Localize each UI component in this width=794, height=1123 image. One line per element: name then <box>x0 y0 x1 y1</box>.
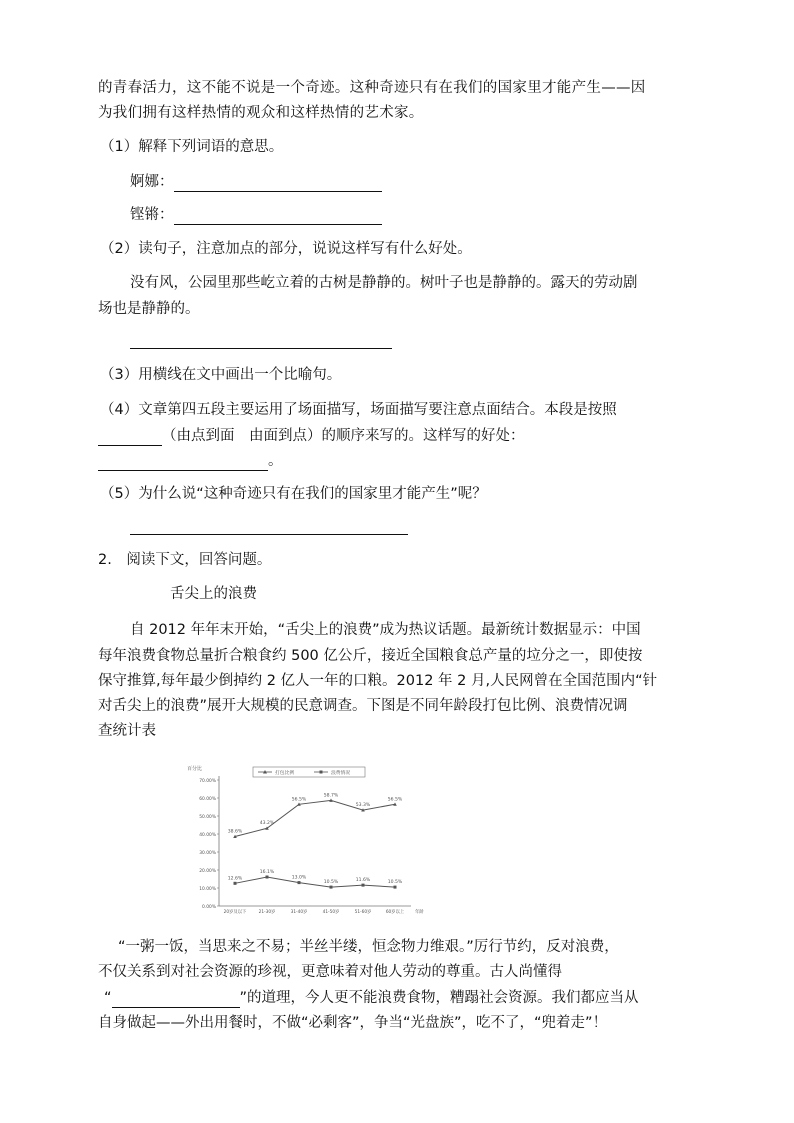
answer-blank-q4-benefit[interactable] <box>98 454 268 471</box>
y-tick-label: 50.00% <box>199 815 216 820</box>
article-p2-line-3 <box>104 988 639 1008</box>
open-quote: “ <box>104 990 112 1006</box>
word-2-label: 铿锵： <box>130 207 174 223</box>
x-tick-label: 31-40岁 <box>290 910 308 915</box>
data-label: 53.3% <box>355 803 371 809</box>
x-axis-label: 年龄 <box>415 910 424 915</box>
article-p2-line-2: 不仅关系到对社会资源的珍视，更意味着对他人劳动的尊重。古人尚懂得 <box>98 964 562 980</box>
article-p1-line-4: 对舌尖上的浪费”展开大规模的民意调查。下图是不同年龄段打包比例、浪费情况调 <box>98 698 628 714</box>
x-tick-label: 60岁以上 <box>385 910 405 915</box>
y-tick-label: 30.00% <box>199 851 216 856</box>
answer-blank-1[interactable] <box>174 175 382 192</box>
data-label: 10.5% <box>387 880 403 886</box>
passage-line-1: 的青春活力，这不能不说是一个奇迹。这种奇迹只有在我们的国家里才能产生——因 <box>98 80 646 96</box>
data-label: 38.6% <box>227 829 243 835</box>
article-p1-line-1: 自 2012 年年末开始，“舌尖上的浪费”成为热议话题。最新统计数据显示：中国 <box>130 622 641 638</box>
word-2-row <box>130 205 382 225</box>
x-tick-label: 20岁及以下 <box>223 910 247 915</box>
article-p1-line-2: 每年浪费食物总量折合粮食约 500 亿公斤，接近全国粮食总产量的垃分之一，即使按 <box>98 648 643 664</box>
legend-marker-square <box>320 771 323 774</box>
article-p2-line-3-text: ”的道理，今人更不能浪费食物，糟蹋社会资源。我们都应当从 <box>239 990 639 1006</box>
y-tick-label: 70.00% <box>199 779 216 784</box>
data-point <box>394 886 397 889</box>
legend-label: 打包比例 <box>275 770 295 776</box>
question-4-line-2 <box>98 426 525 446</box>
data-point <box>362 884 365 887</box>
article-p1-line-5: 查统计表 <box>98 723 156 739</box>
legend-label: 浪费情况 <box>331 770 351 776</box>
section-2-heading: 2. 阅读下文，回答问题。 <box>98 552 272 568</box>
x-tick-label: 41-50岁 <box>322 910 340 915</box>
word-1-row <box>130 172 382 192</box>
article-p2-line-4: 自身做起——外出用餐时，不做“必剩客”，争当“光盘族”，吃不了，“兜着走”！ <box>98 1015 608 1031</box>
x-tick-label: 51-60岁 <box>354 910 372 915</box>
data-point <box>234 882 237 885</box>
q4-period: 。 <box>268 453 283 469</box>
answer-blank-2[interactable] <box>174 208 382 225</box>
data-label: 58.7% <box>323 793 339 799</box>
data-point <box>330 886 333 889</box>
y-axis-label: 百分比 <box>187 766 203 772</box>
data-point <box>298 881 301 884</box>
y-tick-label: 60.00% <box>199 797 216 802</box>
data-label: 16.1% <box>259 870 275 876</box>
data-label: 10.5% <box>323 880 339 886</box>
question-5: （5）为什么说“这种奇迹只有在我们的国家里才能产生”呢？ <box>100 486 487 502</box>
q2-sentence-2: 场也是静静的。 <box>98 301 200 317</box>
survey-line-chart <box>185 760 425 918</box>
question-4-line-1: （4）文章第四五段主要运用了场面描写，场面描写要注意点面结合。本段是按照 <box>100 402 617 418</box>
answer-blank-proverb[interactable] <box>112 991 240 1008</box>
data-label: 11.6% <box>355 878 371 884</box>
word-1-label: 婀娜： <box>130 174 174 190</box>
answer-blank-q2[interactable] <box>130 332 392 349</box>
data-label: 56.5% <box>291 797 307 803</box>
chart-svg <box>185 760 425 918</box>
data-label: 13.0% <box>291 875 307 881</box>
data-label: 12.6% <box>227 876 243 882</box>
data-point <box>266 876 269 879</box>
y-tick-label: 20.00% <box>199 869 216 874</box>
y-tick-label: 0.00% <box>202 905 216 910</box>
question-2: （2）读句子，注意加点的部分，说说这样写有什么好处。 <box>100 241 472 257</box>
data-label: 43.2% <box>259 821 275 827</box>
answer-blank-q5[interactable] <box>130 518 408 535</box>
answer-blank-q4-order[interactable] <box>98 429 162 446</box>
q2-sentence-1: 没有风，公园里那些屹立着的古树是静静的。树叶子也是静静的。露天的劳动剧 <box>130 275 638 291</box>
article-p2-line-1: “一粥一饭，当思来之不易；半丝半缕，恒念物力维艰。”厉行节约，反对浪费， <box>118 939 619 955</box>
series-line-1 <box>235 800 395 836</box>
q4-order-text: （由点到面 由面到点）的顺序来写的。这样写的好处： <box>162 428 525 444</box>
series-line-2 <box>235 877 395 887</box>
article-p1-line-3: 保守推算,每年最少倒掉约 2 亿人一年的口粮。2012 年 2 月,人民网曾在全国范围内“针 <box>98 673 658 689</box>
data-label: 56.5% <box>387 797 403 803</box>
y-tick-label: 10.00% <box>199 887 216 892</box>
question-1: （1）解释下列词语的意思。 <box>100 139 284 155</box>
question-3: （3）用横线在文中画出一个比喻句。 <box>100 367 342 383</box>
article-title: 舌尖上的浪费 <box>170 586 257 602</box>
question-4-line-3 <box>98 451 283 471</box>
y-tick-label: 40.00% <box>199 833 216 838</box>
x-tick-label: 21-30岁 <box>258 910 276 915</box>
passage-line-2: 为我们拥有这样热情的观众和这样热情的艺术家。 <box>98 105 424 121</box>
